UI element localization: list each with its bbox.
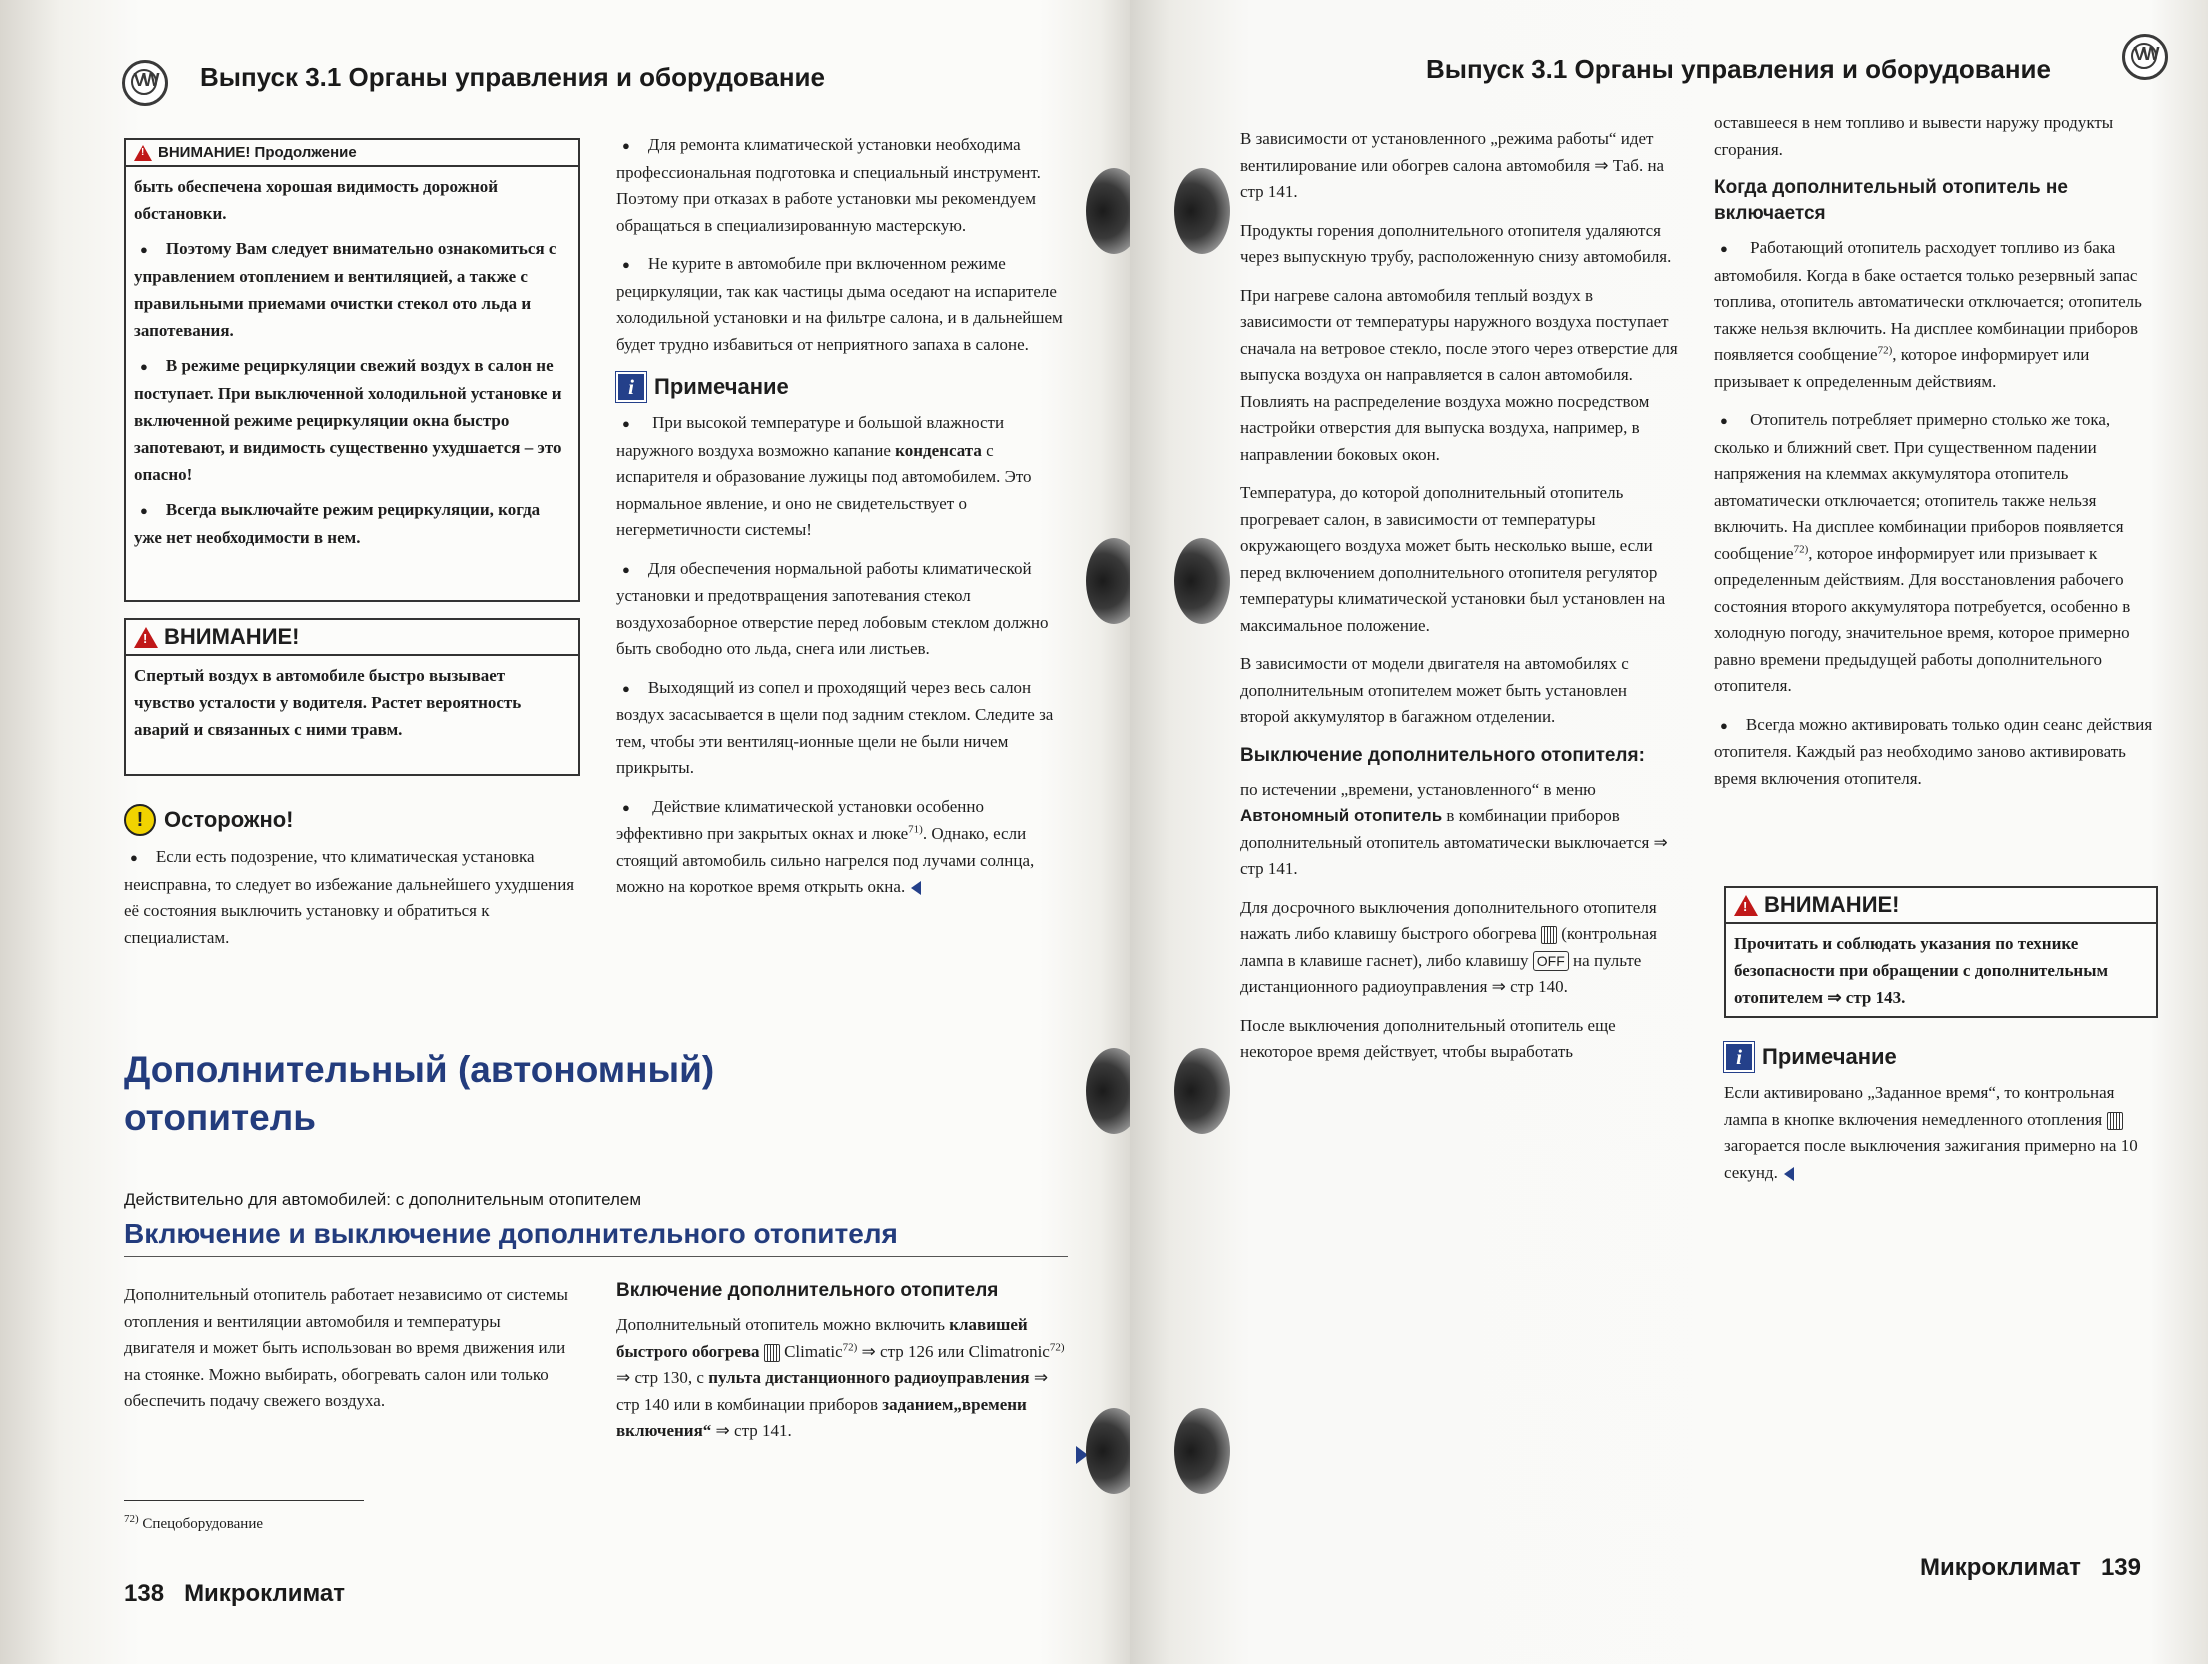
binder-hole: [1174, 1048, 1230, 1134]
note-text: Если активировано „Заданное время“, то контрольная лампа в кнопке включения немедленного отопления загорается после выключения зажигания примерно на 10 секунд.: [1724, 1083, 2138, 1182]
paragraph: В зависимости от модели двигателя на автомобилях с дополнительным отопителем может быть установлен второй аккумулятор в багажном отделении.: [1240, 654, 1629, 726]
warning-triangle-icon: [134, 145, 152, 161]
warning-heading: ! ВНИМАНИЕ!: [1726, 888, 2156, 924]
note-heading: i Примечание: [1724, 1042, 2162, 1072]
right-column-2: [1714, 110, 2162, 804]
paragraph: ● Отопитель потребляет примерно столько же тока, сколько и ближний свет. При существенном падении напряжения на клеммах аккумулятора отопитель автоматически отключается; отопитель также нельзя включить. На дисплее комбинации приборов появляется сообщение$^{72)}$, которое информирует или призывает к определенным действиям. Для восстановления рабочего состояния второго аккумулятора потребуется, особенно в холодную погоду, значительное время, которое примерно равно времени предыдущей работы дополнительного отопителя.: [1714, 407, 2162, 700]
caution-exclamation-icon: !: [124, 804, 156, 836]
end-of-section-icon: [1784, 1167, 1794, 1181]
binder-hole: [1086, 1408, 1130, 1494]
heater-key-icon: [2107, 1112, 2123, 1130]
binder-hole: [1174, 1408, 1230, 1494]
page-section: Микроклимат: [184, 1580, 345, 1607]
off-key: OFF: [1533, 951, 1569, 971]
binder-hole: [1086, 538, 1130, 624]
note-item: ● При высокой температуре и большой влажности наружного воздуха возможно капание конденсата с испарителя и образование лужицы под автомобилем. Это нормальное явление, и оно не свидетельствует о негерметичности системы!: [616, 410, 1068, 544]
enable-heater-text: Дополнительный отопитель можно включить клавишей быстрого обогрева Climatic$^{72)}$ ⇒ стр 126 или Climatronic$^{72)}$ ⇒ стр 130, с пульта дистанционного радиоуправления ⇒ стр 140 или в комбинации приборов заданием„времени включения“ ⇒ стр 141.: [616, 1315, 1065, 1440]
note-item: ● Для обеспечения нормальной работы климатической установки и предотвращения запотевания стекол воздухозаборное отверстие перед лобовым стеклом должно быть свободно ото льда, снега или листьев.: [616, 556, 1068, 663]
warning-heading: ! ВНИМАНИЕ!: [126, 620, 578, 656]
chapter-title: Дополнительный (автономный) отопитель: [124, 1049, 715, 1138]
warning-text: быть обеспечена хорошая видимость дорожной обстановки.: [134, 177, 499, 223]
right-page-folio: [1920, 1554, 2141, 1582]
note-item: ● Выходящий из сопел и проходящий через весь салон воздух засасывается в щели под задним стеклом. Следите за тем, чтобы эти вентиляц-ионные щели не были ничем прикрыты.: [616, 675, 1068, 782]
paragraph: Температура, до которой дополнительный отопитель прогревает салон, в зависимости от температуры окружающего воздуха может быть несколько выше, если перед включением дополнительного отопителя регулятор температуры климатической установки был установлен на максимальное положение.: [1240, 483, 1666, 635]
right-page-header-title: Выпуск 3.1 Органы управления и оборудование: [1426, 54, 2051, 84]
warning-box: [1724, 886, 2158, 1018]
binder-hole: [1086, 1048, 1130, 1134]
end-of-section-icon: [911, 881, 921, 895]
warning-text: Спертый воздух в автомобиле быстро вызывает чувство усталости у водителя. Растет вероятность аварий и связанных с ними травм.: [134, 666, 522, 739]
paragraph: Для досрочного выключения дополнительного отопителя нажать либо клавишу быстрого обогрева (контрольная лампа в клавише гаснет), либо клавишу OFF на пульте дистанционного радиоуправления ⇒ стр 140.: [1240, 897, 1658, 996]
enable-heater-heading: Включение дополнительного отопителя: [616, 1280, 999, 1301]
warning-box: [124, 618, 580, 776]
info-icon: i: [616, 372, 646, 402]
left-column-2: [616, 132, 1068, 913]
left-page-folio: [124, 1580, 345, 1608]
footnote-divider: [124, 1500, 364, 1501]
paragraph: по истечении „времени, установленного“ в меню Автономный отопитель в комбинации приборов дополнительный отопитель автоматически выключается ⇒ стр 141.: [1240, 779, 1668, 878]
paragraph: ● Не курите в автомобиле при включенном режиме рециркуляции, так как частицы дыма оседают на испарителе холодильной установки и на фильтре салона, и в дальнейшем будет трудно избавиться от неприятного запаха в салоне.: [616, 251, 1068, 358]
right-column-1: [1240, 126, 1680, 1078]
note-block: [1724, 1036, 2162, 1186]
warning-triangle-icon: [134, 627, 158, 648]
footnote: $^{72)}$ Спецоборудование: [124, 1513, 264, 1532]
note-heading: i Примечание: [616, 372, 1068, 402]
binder-hole: [1174, 168, 1230, 254]
warning-triangle-icon: [1734, 895, 1758, 916]
paragraph: ● Для ремонта климатической установки необходима профессиональная подготовка и специальный инструмент. Поэтому при отказах в работе установки мы рекомендуем обращаться в специализированную мастерскую.: [616, 132, 1068, 239]
binder-hole: [1174, 538, 1230, 624]
heater-off-heading: Выключение дополнительного отопителя:: [1240, 744, 1645, 766]
page-section: Микроклимат: [1920, 1554, 2081, 1581]
enable-heater-block: [616, 1278, 1068, 1445]
caution-block: [124, 798, 576, 951]
page-number: 138: [124, 1580, 165, 1607]
vw-logo-icon: VW: [2122, 34, 2168, 80]
warning-bullet: ● Всегда выключайте режим рециркуляции, когда уже нет необходимости в нем.: [134, 496, 570, 551]
paragraph: Продукты горения дополнительного отопителя удаляются через выпускную трубу, расположенную снизу автомобиля.: [1240, 220, 1672, 266]
caution-text: ● Если есть подозрение, что климатическая установка неисправна, то следует во избежание дальнейшего ухудшения её состояния выключить установку и обратиться к специалистам.: [124, 844, 576, 951]
quick-heat-key-icon: [764, 1344, 780, 1362]
validity-note: Действительно для автомобилей: с дополнительным отопителем: [124, 1190, 642, 1209]
paragraph: ● Всегда можно активировать только один сеанс действия отопителя. Каждый раз необходимо заново активировать время включения отопителя.: [1714, 712, 2162, 793]
caution-heading: ! Осторожно!: [124, 804, 576, 836]
vw-logo-icon: VW: [122, 60, 168, 106]
warning-continued-box: [124, 138, 580, 602]
left-page-header-title: Выпуск 3.1 Органы управления и оборудование: [200, 62, 825, 92]
section-title: Включение и выключение дополнительного отопителя: [124, 1218, 1068, 1257]
paragraph: оставшееся в нем топливо и вывести наружу продукты сгорания.: [1714, 113, 2114, 159]
warning-bullet: ● В режиме рециркуляции свежий воздух в салон не поступает. При выключенной холодильной установке и включенной режиме рециркуляции окна быстро запотевают, и видимость существенно ухудшается – это опасно!: [134, 352, 570, 488]
paragraph: После выключения дополнительный отопитель еще некоторое время действует, чтобы выработать: [1240, 1015, 1616, 1061]
page-number: 139: [2100, 1554, 2141, 1581]
quick-heat-key-icon: [1541, 926, 1557, 944]
right-page: [1130, 0, 2208, 1664]
warning-text: Прочитать и соблюдать указания по технике безопасности при обращении с дополнительным отопителем ⇒ стр 143.: [1734, 934, 2109, 1007]
warning-bullet: ● Поэтому Вам следует внимательно ознакомиться с управлением отоплением и вентиляцией, а также с правильными приемами очистки стекол ото льда и запотевания.: [134, 235, 570, 344]
warning-continued-heading: ! ВНИМАНИЕ! Продолжение: [126, 140, 578, 167]
binder-hole: [1086, 168, 1130, 254]
paragraph: При нагреве салона автомобиля теплый воздух в зависимости от температуры наружного воздуха поступает сначала на ветровое стекло, после этого через отверстие для выпуска воздуха он направляется в салон автомобиля. Повлиять на распределение воздуха можно посредством настройки отверстия для выпуска воздуха, например, в направлении боковых окон.: [1240, 285, 1678, 464]
note-item: ● Действие климатической установки особенно эффективно при закрытых окнах и люке$^{71)}$. Однако, если стоящий автомобиль сильно нагрелся под лучами солнца, можно на короткое время открыть окна.: [616, 794, 1068, 901]
heater-not-on-heading: Когда дополнительный отопитель не включается: [1714, 177, 2068, 224]
intro-paragraph: Дополнительный отопитель работает независимо от системы отопления и вентиляции автомобиля и температуры двигателя и может быть использован во время движения или на стоянке. Можно выбирать, обогревать салон или только обеспечить подачу свежего воздуха.: [124, 1285, 568, 1410]
paragraph: ● Работающий отопитель расходует топливо из бака автомобиля. Когда в баке остается только резервный запас топлива, отопитель автоматически отключается; отопитель также нельзя включить. На дисплее комбинации приборов появляется сообщение$^{72)}$, которое информирует или призывает к определенным действиям.: [1714, 235, 2162, 395]
paragraph: В зависимости от установленного „режима работы“ идет вентилирование или обогрев салона автомобиля ⇒ Таб. на стр 141.: [1240, 129, 1665, 201]
info-icon: i: [1724, 1042, 1754, 1072]
